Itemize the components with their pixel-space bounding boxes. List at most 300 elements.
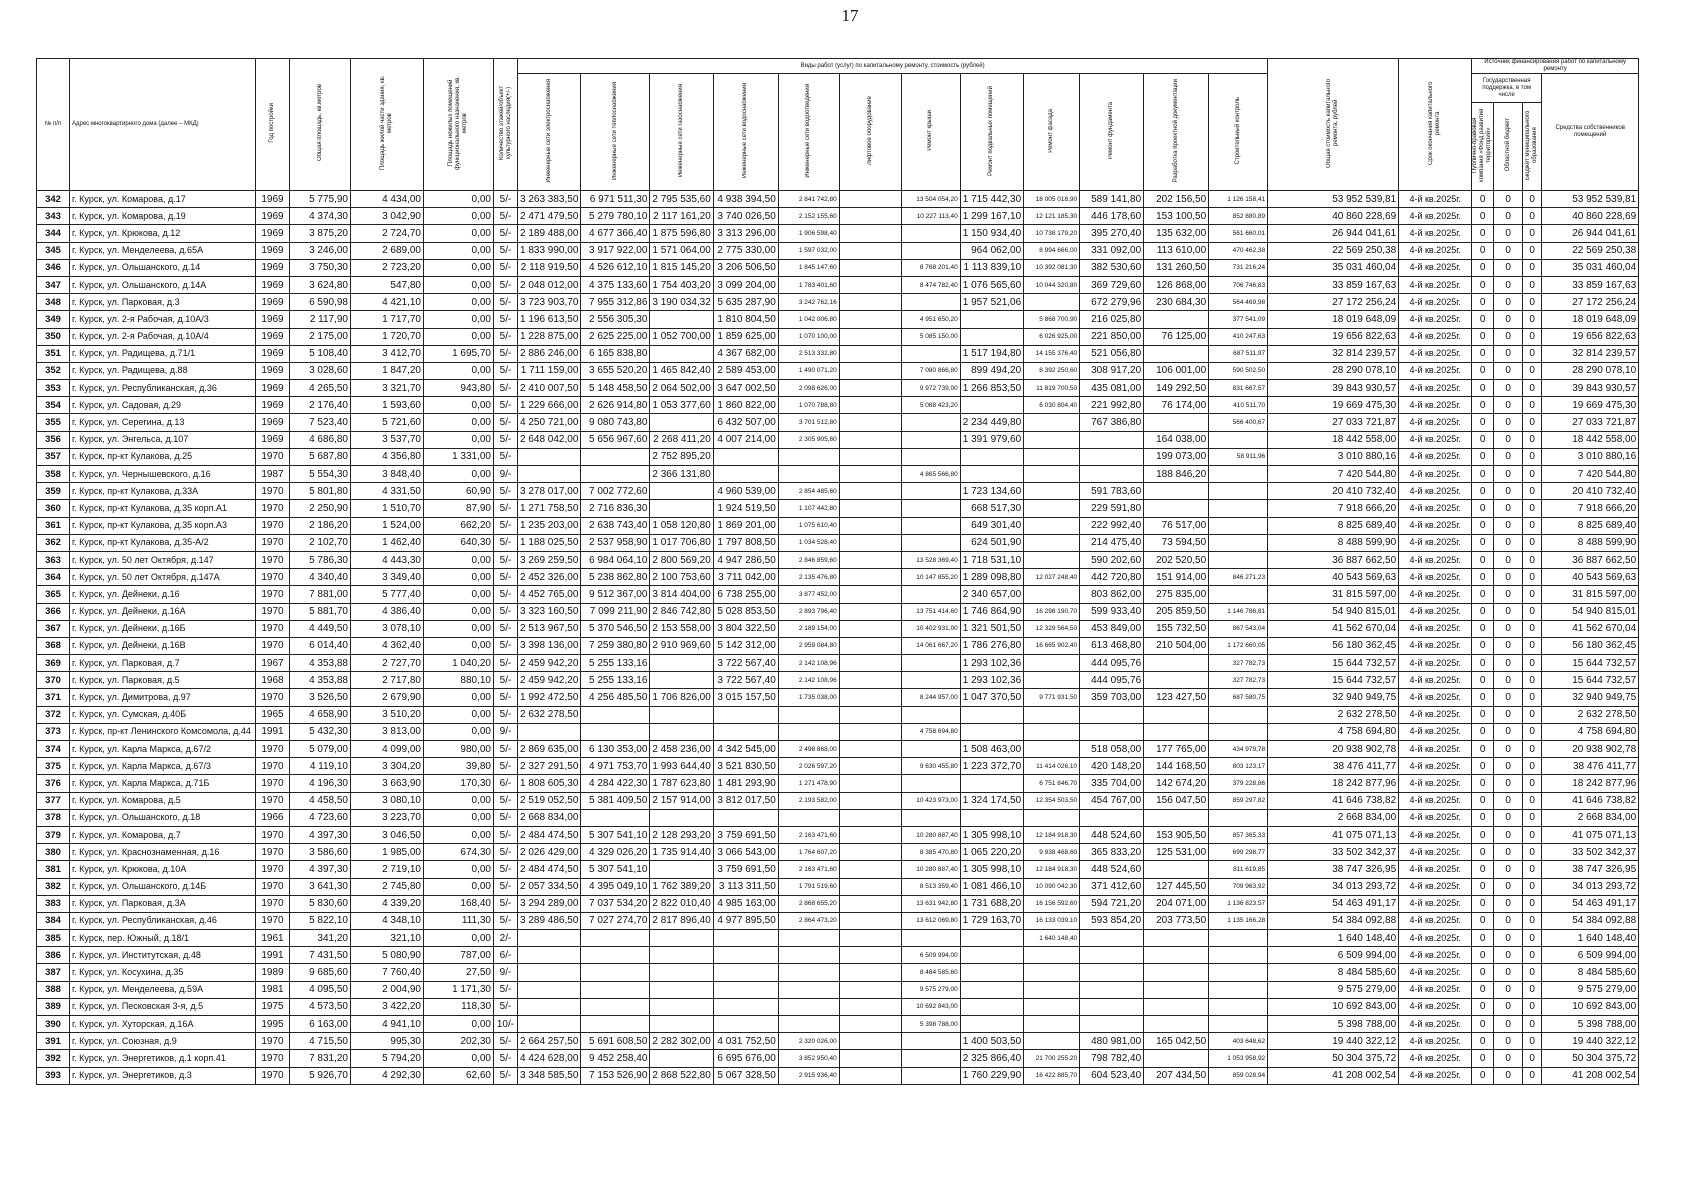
cell-14 [960, 809, 1023, 826]
cell-13: 13 751 414,60 [901, 603, 960, 620]
cell-22: 0 [1494, 947, 1523, 964]
cell-4: 5 794,20 [351, 1050, 424, 1067]
cell-14: 1 150 934,40 [960, 225, 1023, 242]
cell-15: 8 392 250,60 [1024, 362, 1080, 379]
cell-24: 54 940 815,01 [1542, 603, 1639, 620]
cell-12 [839, 208, 901, 225]
cell-22: 0 [1494, 861, 1523, 878]
cell-23: 0 [1523, 792, 1542, 809]
cell-10: 4 367 682,00 [713, 345, 778, 362]
cell-17 [1144, 947, 1209, 964]
cell-7: 1 196 613,50 [518, 311, 581, 328]
cell-12 [839, 328, 901, 345]
cell-18 [1209, 466, 1268, 483]
cell-3: 5 554,30 [290, 466, 351, 483]
cell-17: 156 047,50 [1144, 792, 1209, 809]
cell-11 [778, 964, 839, 981]
cell-20: 4-й кв.2025г. [1399, 878, 1472, 895]
cell-12 [839, 930, 901, 947]
cell-3: 6 014,40 [290, 637, 351, 654]
cell-4: 4 362,40 [351, 637, 424, 654]
cell-14: 1 729 163,70 [960, 912, 1023, 929]
cell-23: 0 [1523, 878, 1542, 895]
cell-16: 442 720,80 [1080, 569, 1144, 586]
cell-8: 5 307 541,10 [581, 861, 650, 878]
cell-22: 0 [1494, 620, 1523, 637]
cell-10: 3 647 002,50 [713, 380, 778, 397]
cell-22: 0 [1494, 242, 1523, 259]
cell-20: 4-й кв.2025г. [1399, 603, 1472, 620]
cell-12 [839, 362, 901, 379]
cell-8: 3 917 922,00 [581, 242, 650, 259]
cell-3: 4 353,88 [290, 672, 351, 689]
cell-14: 2 325 866,40 [960, 1050, 1023, 1067]
table-row [37, 964, 1639, 981]
cell-11 [778, 981, 839, 998]
cell-14: 1 508 463,00 [960, 741, 1023, 758]
cell-20: 4-й кв.2025г. [1399, 551, 1472, 568]
cell-6: 5/- [494, 998, 518, 1015]
cell-22: 0 [1494, 826, 1523, 843]
cell-1: г. Курск, ул. Серегина, д.13 [70, 414, 256, 431]
table-row [37, 741, 1639, 758]
cell-10: 6 695 676,00 [713, 1050, 778, 1067]
cell-13: 5 398 788,00 [901, 1016, 960, 1033]
cell-16 [1080, 998, 1144, 1015]
cell-0: 384 [37, 912, 70, 929]
cell-9: 1 875 596,80 [650, 225, 713, 242]
cell-23: 0 [1523, 380, 1542, 397]
cell-4: 4 356,80 [351, 448, 424, 465]
cell-23: 0 [1523, 276, 1542, 293]
cell-11: 2 152 155,60 [778, 208, 839, 225]
table-row [37, 947, 1639, 964]
cell-7 [518, 723, 581, 740]
cell-22: 0 [1494, 294, 1523, 311]
cell-15 [1024, 706, 1080, 723]
cell-20: 4-й кв.2025г. [1399, 706, 1472, 723]
cell-1: г. Курск, ул. Менделеева, д.59А [70, 981, 256, 998]
cell-23: 0 [1523, 947, 1542, 964]
cell-8: 5 255 133,16 [581, 655, 650, 672]
cell-2: 1981 [256, 981, 290, 998]
cell-23: 0 [1523, 586, 1542, 603]
cell-10: 3 722 567,40 [713, 672, 778, 689]
cell-13: 5 088 423,20 [901, 397, 960, 414]
cell-16: 222 992,40 [1080, 517, 1144, 534]
cell-16: 221 992,80 [1080, 397, 1144, 414]
cell-3: 3 526,50 [290, 689, 351, 706]
cell-6: 5/- [494, 741, 518, 758]
cell-16 [1080, 1016, 1144, 1033]
cell-18: 731 216,24 [1209, 259, 1268, 276]
cell-15: 12 354 503,50 [1024, 792, 1080, 809]
cell-19: 40 860 228,69 [1268, 208, 1399, 225]
cell-12 [839, 294, 901, 311]
cell-21: 0 [1472, 723, 1494, 740]
cell-20: 4-й кв.2025г. [1399, 448, 1472, 465]
cell-23: 0 [1523, 637, 1542, 654]
cell-2: 1970 [256, 620, 290, 637]
cell-3: 5 926,70 [290, 1067, 351, 1084]
table-row [37, 294, 1639, 311]
cell-21: 0 [1472, 706, 1494, 723]
cell-4: 3 663,90 [351, 775, 424, 792]
cell-12 [839, 551, 901, 568]
cell-1: г. Курск, ул. Краснознаменная, д.16 [70, 844, 256, 861]
cell-18: 590 502,50 [1209, 362, 1268, 379]
cell-14 [960, 930, 1023, 947]
cell-22: 0 [1494, 551, 1523, 568]
cell-21: 0 [1472, 276, 1494, 293]
cell-1: г. Курск, ул. Песковская 3-я, д.5 [70, 998, 256, 1015]
cell-19: 41 075 071,13 [1268, 826, 1399, 843]
table-row [37, 826, 1639, 843]
header-fin-fund: Публично-правовая компания «Фонд развития территорий» [1472, 103, 1494, 191]
cell-19: 41 208 002,54 [1268, 1067, 1399, 1084]
header-work-water: Инженерные сети водоснабжения [713, 74, 778, 191]
cell-9: 2 817 896,40 [650, 912, 713, 929]
cell-16: 589 141,80 [1080, 191, 1144, 208]
cell-15 [1024, 1033, 1080, 1050]
cell-12 [839, 500, 901, 517]
cell-20: 4-й кв.2025г. [1399, 861, 1472, 878]
cell-13: 8 474 782,40 [901, 276, 960, 293]
cell-6: 5/- [494, 380, 518, 397]
cell-17: 205 859,50 [1144, 603, 1209, 620]
cell-15: 16 156 592,60 [1024, 895, 1080, 912]
cell-12 [839, 861, 901, 878]
cell-21: 0 [1472, 551, 1494, 568]
cell-2: 1989 [256, 964, 290, 981]
cell-16: 594 721,20 [1080, 895, 1144, 912]
cell-23: 0 [1523, 861, 1542, 878]
cell-21: 0 [1472, 912, 1494, 929]
cell-7: 3 398 136,00 [518, 637, 581, 654]
cell-24: 33 859 167,63 [1542, 276, 1639, 293]
cell-10: 4 007 214,00 [713, 431, 778, 448]
cell-3: 5 801,80 [290, 483, 351, 500]
cell-19: 18 242 877,96 [1268, 775, 1399, 792]
cell-14 [960, 706, 1023, 723]
cell-24: 41 646 738,82 [1542, 792, 1639, 809]
cell-16: 453 849,00 [1080, 620, 1144, 637]
cell-0: 372 [37, 706, 70, 723]
cell-24: 28 290 078,10 [1542, 362, 1639, 379]
cell-3: 5 432,30 [290, 723, 351, 740]
cell-11 [778, 809, 839, 826]
cell-21: 0 [1472, 637, 1494, 654]
cell-14: 1 293 102,36 [960, 672, 1023, 689]
cell-3: 7 523,40 [290, 414, 351, 431]
cell-0: 373 [37, 723, 70, 740]
table-row [37, 861, 1639, 878]
cell-15 [1024, 672, 1080, 689]
cell-13 [901, 655, 960, 672]
cell-10 [713, 723, 778, 740]
cell-9: 1 052 700,00 [650, 328, 713, 345]
table-row [37, 620, 1639, 637]
header-work-sewerage: Инженерные сети водоотведения [778, 74, 839, 191]
cell-14 [960, 448, 1023, 465]
cell-2: 1995 [256, 1016, 290, 1033]
cell-20: 4-й кв.2025г. [1399, 637, 1472, 654]
cell-2: 1970 [256, 586, 290, 603]
cell-2: 1969 [256, 328, 290, 345]
cell-19: 38 476 411,77 [1268, 758, 1399, 775]
cell-23: 0 [1523, 844, 1542, 861]
cell-13 [901, 294, 960, 311]
cell-6: 5/- [494, 294, 518, 311]
cell-0: 380 [37, 844, 70, 861]
cell-24: 41 562 670,04 [1542, 620, 1639, 637]
cell-4: 2 717,80 [351, 672, 424, 689]
cell-17 [1144, 414, 1209, 431]
cell-11: 1 271 478,90 [778, 775, 839, 792]
cell-17: 153 905,50 [1144, 826, 1209, 843]
cell-7: 2 118 919,50 [518, 259, 581, 276]
cell-24: 40 543 569,63 [1542, 569, 1639, 586]
cell-16: 599 933,40 [1080, 603, 1144, 620]
cell-21: 0 [1472, 225, 1494, 242]
table-row [37, 603, 1639, 620]
cell-0: 385 [37, 930, 70, 947]
cell-21: 0 [1472, 930, 1494, 947]
cell-18 [1209, 998, 1268, 1015]
cell-1: г. Курск, ул. Парковая, д.5 [70, 672, 256, 689]
cell-0: 366 [37, 603, 70, 620]
cell-15: 12 184 918,30 [1024, 861, 1080, 878]
cell-13: 10 423 973,00 [901, 792, 960, 809]
cell-9: 2 795 535,60 [650, 191, 713, 208]
cell-17: 177 765,00 [1144, 741, 1209, 758]
cell-0: 370 [37, 672, 70, 689]
cell-17: 210 504,00 [1144, 637, 1209, 654]
cell-16 [1080, 466, 1144, 483]
cell-14: 1 305 998,10 [960, 861, 1023, 878]
cell-18: 1 136 823,57 [1209, 895, 1268, 912]
cell-18: 566 400,67 [1209, 414, 1268, 431]
cell-9 [650, 483, 713, 500]
cell-20: 4-й кв.2025г. [1399, 655, 1472, 672]
cell-22: 0 [1494, 397, 1523, 414]
cell-11: 2 864 473,20 [778, 912, 839, 929]
cell-10: 3 804 322,50 [713, 620, 778, 637]
cell-15: 12 184 918,30 [1024, 826, 1080, 843]
cell-9: 3 190 034,32 [650, 294, 713, 311]
cell-7 [518, 998, 581, 1015]
cell-17: 76 125,00 [1144, 328, 1209, 345]
cell-7 [518, 981, 581, 998]
cell-12 [839, 981, 901, 998]
cell-16: 420 148,20 [1080, 758, 1144, 775]
cell-24: 20 410 732,40 [1542, 483, 1639, 500]
cell-24: 22 569 250,38 [1542, 242, 1639, 259]
cell-2: 1969 [256, 225, 290, 242]
cell-20: 4-й кв.2025г. [1399, 466, 1472, 483]
cell-10: 4 938 394,50 [713, 191, 778, 208]
cell-16: 214 475,40 [1080, 534, 1144, 551]
cell-10 [713, 1016, 778, 1033]
cell-3: 5 108,40 [290, 345, 351, 362]
cell-13: 13 528 369,40 [901, 551, 960, 568]
cell-12 [839, 431, 901, 448]
cell-12 [839, 689, 901, 706]
cell-15: 6 030 804,40 [1024, 397, 1080, 414]
cell-3: 3 875,20 [290, 225, 351, 242]
cell-14: 1 081 466,10 [960, 878, 1023, 895]
cell-24: 15 644 732,57 [1542, 672, 1639, 689]
cell-19: 18 019 648,09 [1268, 311, 1399, 328]
table-row [37, 878, 1639, 895]
cell-20: 4-й кв.2025г. [1399, 895, 1472, 912]
cell-21: 0 [1472, 844, 1494, 861]
cell-20: 4-й кв.2025г. [1399, 741, 1472, 758]
cell-22: 0 [1494, 912, 1523, 929]
cell-5: 0,00 [424, 208, 494, 225]
cell-1: г. Курск, ул. Парковая, д.3А [70, 895, 256, 912]
cell-21: 0 [1472, 242, 1494, 259]
header-work-electricity: Инженерные сети электроснабжения [518, 74, 581, 191]
cell-19: 32 814 239,57 [1268, 345, 1399, 362]
cell-4: 3 813,00 [351, 723, 424, 740]
cell-17: 202 520,50 [1144, 551, 1209, 568]
cell-17 [1144, 1016, 1209, 1033]
cell-16: 435 081,00 [1080, 380, 1144, 397]
cell-3: 4 573,50 [290, 998, 351, 1015]
cell-16: 331 092,00 [1080, 242, 1144, 259]
cell-24: 4 758 694,80 [1542, 723, 1639, 740]
cell-7: 2 664 257,50 [518, 1033, 581, 1050]
cell-23: 0 [1523, 758, 1542, 775]
cell-10: 5 067 328,50 [713, 1067, 778, 1084]
cell-10: 1 860 822,00 [713, 397, 778, 414]
cell-23: 0 [1523, 1033, 1542, 1050]
cell-4: 1 717,70 [351, 311, 424, 328]
cell-5: 62,60 [424, 1067, 494, 1084]
cell-3: 9 685,60 [290, 964, 351, 981]
cell-20: 4-й кв.2025г. [1399, 981, 1472, 998]
cell-7: 1 229 666,00 [518, 397, 581, 414]
cell-3: 5 881,70 [290, 603, 351, 620]
cell-2: 1965 [256, 706, 290, 723]
cell-1: г. Курск, ул. Дейнеки, д.16В [70, 637, 256, 654]
table-row [37, 362, 1639, 379]
cell-15: 11 414 026,10 [1024, 758, 1080, 775]
cell-12 [839, 466, 901, 483]
cell-19: 10 692 843,00 [1268, 998, 1399, 1015]
cell-22: 0 [1494, 964, 1523, 981]
cell-16: 798 782,40 [1080, 1050, 1144, 1067]
cell-10: 6 432 507,00 [713, 414, 778, 431]
cell-6: 5/- [494, 1067, 518, 1084]
cell-20: 4-й кв.2025г. [1399, 431, 1472, 448]
cell-3: 2 186,20 [290, 517, 351, 534]
cell-22: 0 [1494, 689, 1523, 706]
cell-16: 518 058,00 [1080, 741, 1144, 758]
cell-18: 706 746,83 [1209, 276, 1268, 293]
cell-12 [839, 998, 901, 1015]
cell-5: 111,30 [424, 912, 494, 929]
cell-16: 803 862,00 [1080, 586, 1144, 603]
cell-9 [650, 706, 713, 723]
table-row [37, 345, 1639, 362]
cell-24: 2 632 278,50 [1542, 706, 1639, 723]
cell-22: 0 [1494, 569, 1523, 586]
cell-14: 1 289 098,80 [960, 569, 1023, 586]
cell-18 [1209, 706, 1268, 723]
cell-9: 2 910 969,60 [650, 637, 713, 654]
header-work-basement: Ремонт подвальных помещений [960, 74, 1023, 191]
cell-17: 149 292,50 [1144, 380, 1209, 397]
cell-4: 3 046,50 [351, 826, 424, 843]
cell-11: 1 783 401,60 [778, 276, 839, 293]
cell-1: г. Курск, ул. Хуторская, д.16А [70, 1016, 256, 1033]
cell-6: 9/- [494, 964, 518, 981]
cell-15 [1024, 947, 1080, 964]
cell-11: 2 513 332,80 [778, 345, 839, 362]
cell-22: 0 [1494, 380, 1523, 397]
cell-8: 3 655 520,20 [581, 362, 650, 379]
cell-2: 1969 [256, 311, 290, 328]
cell-12 [839, 964, 901, 981]
cell-2: 1970 [256, 637, 290, 654]
cell-13: 8 513 359,40 [901, 878, 960, 895]
cell-15: 6 026 925,00 [1024, 328, 1080, 345]
cell-17: 125 531,00 [1144, 844, 1209, 861]
cell-9 [650, 311, 713, 328]
cell-22: 0 [1494, 448, 1523, 465]
cell-22: 0 [1494, 1050, 1523, 1067]
cell-8 [581, 930, 650, 947]
cell-8: 7 153 526,90 [581, 1067, 650, 1084]
cell-10: 4 985 163,00 [713, 895, 778, 912]
cell-23: 0 [1523, 414, 1542, 431]
cell-22: 0 [1494, 672, 1523, 689]
cell-23: 0 [1523, 517, 1542, 534]
cell-15 [1024, 809, 1080, 826]
cell-19: 19 669 475,30 [1268, 397, 1399, 414]
cell-12 [839, 775, 901, 792]
cell-0: 351 [37, 345, 70, 362]
table-row [37, 414, 1639, 431]
cell-20: 4-й кв.2025г. [1399, 586, 1472, 603]
cell-12 [839, 878, 901, 895]
cell-19: 54 940 815,01 [1268, 603, 1399, 620]
cell-8: 6 971 511,30 [581, 191, 650, 208]
cell-20: 4-й кв.2025г. [1399, 380, 1472, 397]
repair-schedule-table [36, 58, 1639, 1085]
cell-20: 4-й кв.2025г. [1399, 311, 1472, 328]
cell-8: 7 002 772,60 [581, 483, 650, 500]
cell-19: 54 463 491,17 [1268, 895, 1399, 912]
cell-5: 0,00 [424, 637, 494, 654]
cell-23: 0 [1523, 1050, 1542, 1067]
cell-0: 346 [37, 259, 70, 276]
cell-16: 604 523,40 [1080, 1067, 1144, 1084]
header-year: Год постройки [256, 59, 290, 191]
cell-20: 4-й кв.2025г. [1399, 809, 1472, 826]
cell-10: 3 015 157,50 [713, 689, 778, 706]
cell-24: 33 502 342,37 [1542, 844, 1639, 861]
cell-24: 8 825 689,40 [1542, 517, 1639, 534]
cell-4: 2 723,20 [351, 259, 424, 276]
cell-12 [839, 792, 901, 809]
cell-12 [839, 259, 901, 276]
cell-1: г. Курск, ул. Ольшанского, д.14А [70, 276, 256, 293]
cell-23: 0 [1523, 775, 1542, 792]
cell-15 [1024, 998, 1080, 1015]
